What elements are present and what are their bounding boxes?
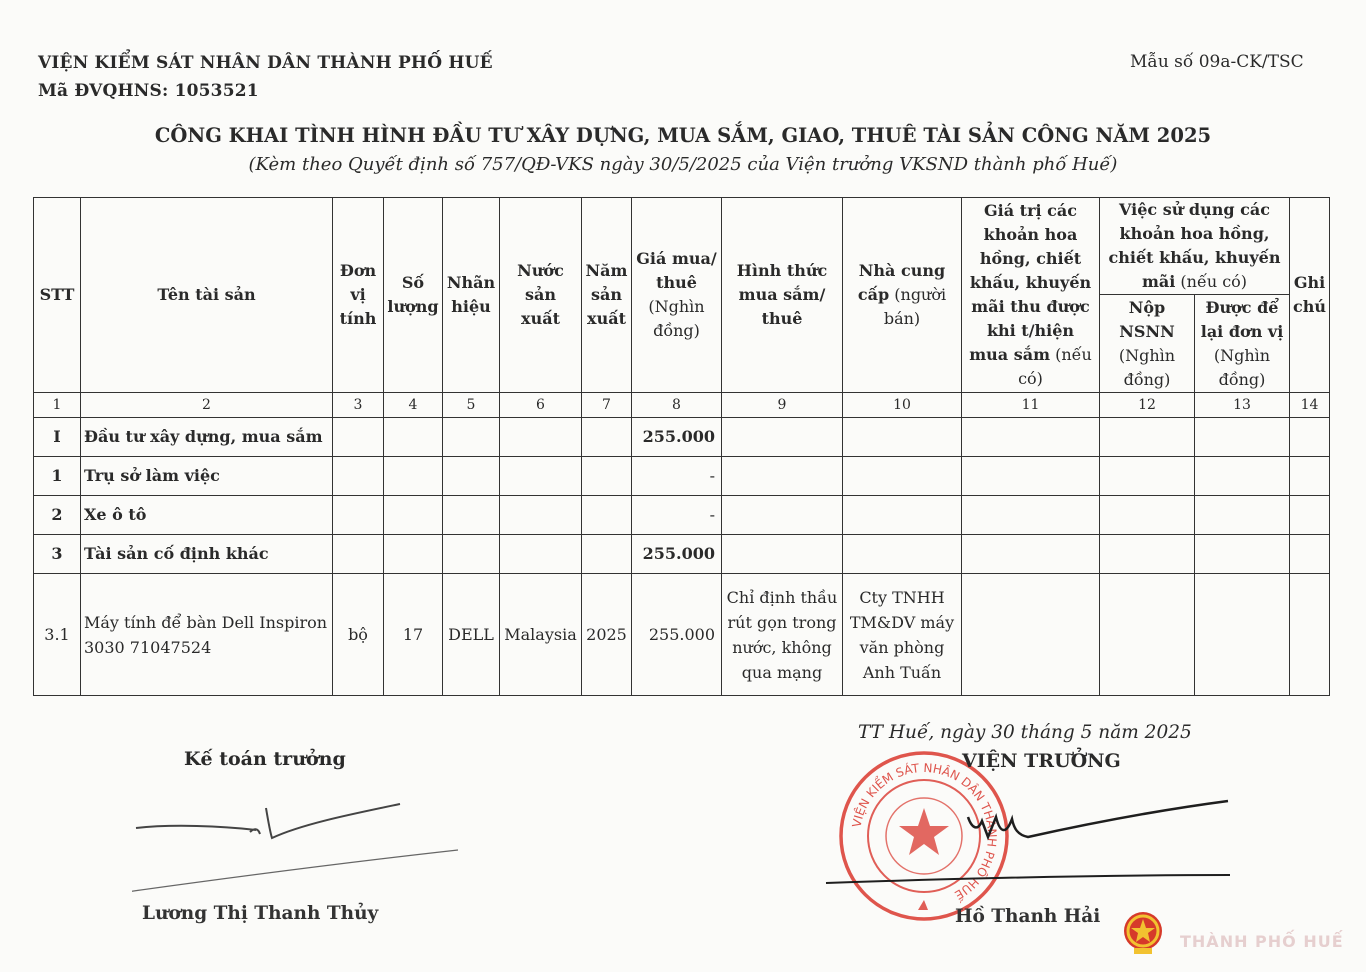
chief-accountant-name: Lương Thị Thanh Thủy [142, 903, 379, 924]
col-name: Tên tài sản [81, 198, 333, 393]
director-title: VIỆN TRƯỞNG [962, 750, 1121, 772]
table-row: 1 Trụ sở làm việc - [34, 457, 1330, 496]
agency-header [38, 49, 493, 105]
director-name: Hồ Thanh Hải [955, 906, 1101, 927]
col-country: Nước sản xuất [500, 198, 582, 393]
col-stt: STT [34, 198, 81, 393]
asset-table [33, 197, 1330, 696]
col-nsnn: Nộp NSNN (Nghìn đồng) [1100, 295, 1195, 393]
col-unit: Đơn vị tính [333, 198, 384, 393]
col-retained: Được để lại đơn vị (Nghìn đồng) [1195, 295, 1290, 393]
document-title: CÔNG KHAI TÌNH HÌNH ĐẦU TƯ XÂY DỰNG, MUA SẮM, GIAO, THUÊ TÀI SẢN CÔNG NĂM 2025 [154, 124, 1212, 147]
col-method: Hình thức mua sắm/ thuê [722, 198, 843, 393]
col-qty: Số lượng [384, 198, 443, 393]
col-supplier: Nhà cung cấp (người bán) [843, 198, 962, 393]
col-brand: Nhãn hiệu [443, 198, 500, 393]
column-number-row: 1 2 3 4 5 6 7 8 9 10 11 12 13 14 [34, 393, 1330, 418]
table-header [34, 198, 1330, 295]
document-subtitle: (Kèm theo Quyết định số 757/QĐ-VKS ngày 30/5/2025 của Viện trưởng VKSND thành phố Huế) [248, 154, 1118, 175]
table-row: 2 Xe ô tô - [34, 496, 1330, 535]
col-note: Ghi chú [1290, 198, 1330, 393]
table-row: I Đầu tư xây dựng, mua sắm 255.000 [34, 418, 1330, 457]
form-number: Mẫu số 09a-CK/TSC [1130, 52, 1304, 72]
table-row: 3 Tài sản cố định khác 255.000 [34, 535, 1330, 574]
watermark: THÀNH PHỐ HUẾ [1180, 932, 1344, 951]
col-discount-value: Giá trị các khoản hoa hồng, chiết khấu, khuyến mãi thu được khi t/hiện mua sắm (nếu có) [962, 198, 1100, 393]
seal-text: VIỆN KIỂM SÁT NHÂN DÂN THÀNH PHỐ HUẾ [849, 760, 1000, 903]
accountant-signature [132, 798, 462, 898]
col-price: Giá mua/ thuê (Nghìn đồng) [632, 198, 722, 393]
unit-code: Mã ĐVQHNS: 1053521 [38, 81, 259, 101]
col-usage-group: Việc sử dụng các khoản hoa hồng, chiết khấu, khuyến mãi (nếu có) [1100, 198, 1290, 295]
agency-name: VIỆN KIỂM SÁT NHÂN DÂN THÀNH PHỐ HUẾ [38, 53, 493, 73]
chief-accountant-title: Kế toán trưởng [184, 748, 346, 770]
national-emblem-icon [1122, 910, 1164, 956]
date-line: TT Huế, ngày 30 tháng 5 năm 2025 [858, 722, 1192, 743]
table-row-item: 3.1 Máy tính để bàn Dell Inspiron 3030 71047524 bộ 17 DELL Malaysia 2025 255.000 Chỉ định thầu rút gọn trong nước, không qua mạng Cty TNHH TM&DV máy văn phòng Anh Tuấn [34, 574, 1330, 696]
director-signature [822, 795, 1234, 891]
col-year: Năm sản xuất [582, 198, 632, 393]
